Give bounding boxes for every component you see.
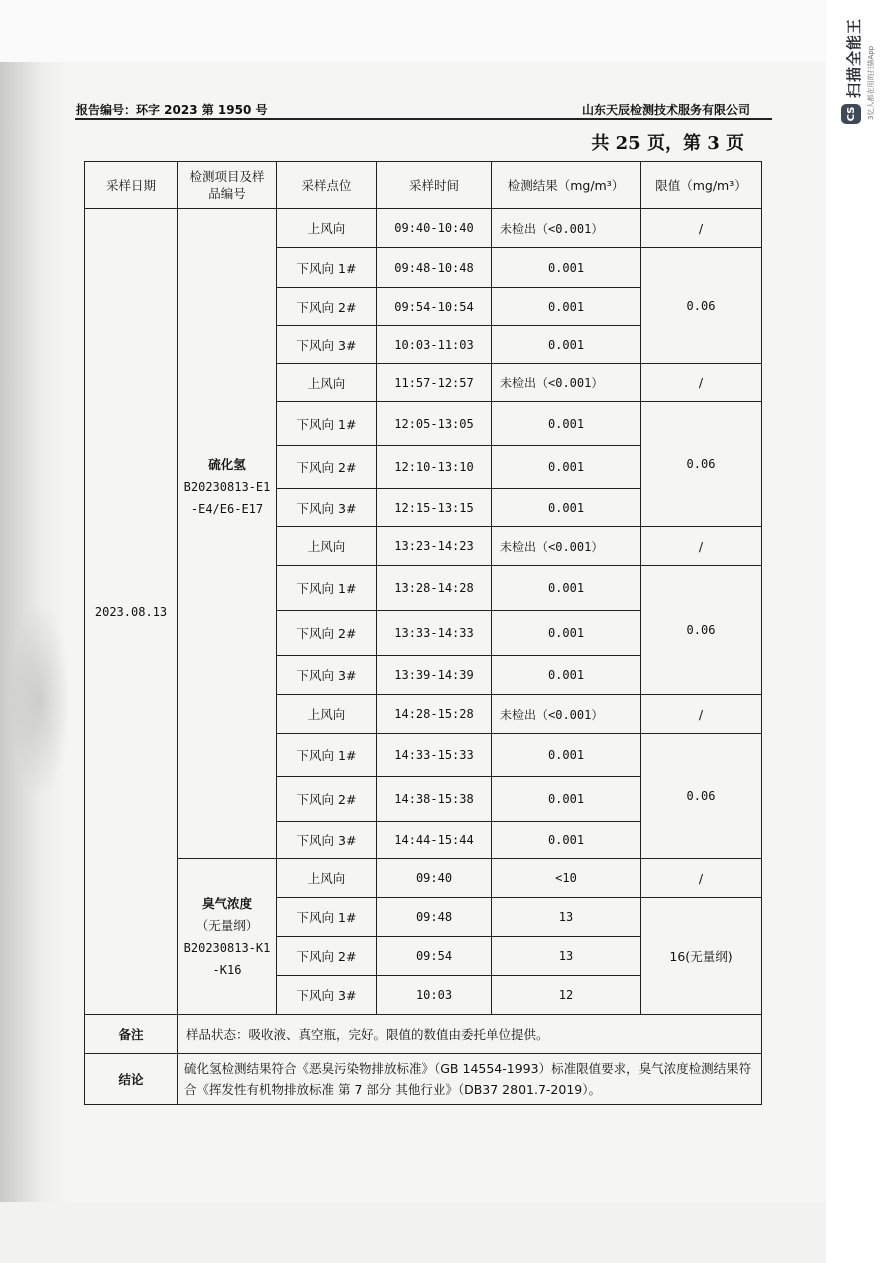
- h2s-code: B20230813-E1-E4/E6-E17: [183, 480, 271, 516]
- conclusion-label: 结论: [85, 1054, 178, 1105]
- sampling-point: 下风向 1#: [277, 248, 377, 288]
- sampling-time: 13:23-14:23: [377, 527, 492, 566]
- remark-text: 样品状态：吸收液、真空瓶，完好。限值的数值由委托单位提供。: [178, 1015, 762, 1054]
- sampling-point: 下风向 3#: [277, 822, 377, 859]
- sampling-point: 下风向 3#: [277, 976, 377, 1015]
- table-header-row: [85, 162, 762, 209]
- test-result: 0.001: [492, 656, 641, 695]
- header-date: 采样日期: [85, 162, 178, 209]
- sampling-time: 13:33-14:33: [377, 611, 492, 656]
- odor-name: 臭气浓度: [201, 895, 252, 911]
- sampling-time: 12:10-13:10: [377, 446, 492, 489]
- sampling-point: 下风向 1#: [277, 898, 377, 937]
- test-result: 0.001: [492, 777, 641, 822]
- limit-value: /: [641, 364, 762, 402]
- test-result: 13: [492, 937, 641, 976]
- test-result: 13: [492, 898, 641, 937]
- table-row: [85, 859, 762, 898]
- test-result: 12: [492, 976, 641, 1015]
- sampling-time: 14:33-15:33: [377, 734, 492, 777]
- header-point: 采样点位: [277, 162, 377, 209]
- limit-value: 0.06: [641, 402, 762, 527]
- scan-top-margin: [0, 0, 892, 62]
- sampling-time: 13:39-14:39: [377, 656, 492, 695]
- sampling-time: 13:28-14:28: [377, 566, 492, 611]
- test-result: 0.001: [492, 611, 641, 656]
- test-result: 0.001: [492, 326, 641, 364]
- sampling-point: 下风向 3#: [277, 326, 377, 364]
- report-number: 报告编号：环字 2023 第 1950 号: [76, 103, 268, 117]
- sampling-time: 09:40: [377, 859, 492, 898]
- sampling-time: 14:28-15:28: [377, 695, 492, 734]
- sample-date: 2023.08.13: [85, 209, 178, 1015]
- header-time: 采样时间: [377, 162, 492, 209]
- page-count: 共 25 页，第 3 页: [591, 133, 744, 154]
- sampling-time: 12:15-13:15: [377, 489, 492, 527]
- sampling-time: 09:48-10:48: [377, 248, 492, 288]
- results-table: [84, 161, 762, 1105]
- sampling-time: 12:05-13:05: [377, 402, 492, 446]
- sampling-point: 下风向 2#: [277, 446, 377, 489]
- sampling-point: 下风向 2#: [277, 611, 377, 656]
- sampling-point: 上风向: [277, 859, 377, 898]
- header-item-label: 检测项目及样品编号: [189, 169, 265, 201]
- sampling-time: 14:38-15:38: [377, 777, 492, 822]
- test-result: 0.001: [492, 446, 641, 489]
- test-result: 0.001: [492, 288, 641, 326]
- limit-value: /: [641, 527, 762, 566]
- sampling-point: 上风向: [277, 209, 377, 248]
- header-limit: 限值（mg/m³）: [641, 162, 762, 209]
- header-rule: [75, 118, 772, 120]
- limit-value: /: [641, 209, 762, 248]
- scan-blot: [10, 600, 70, 800]
- sampling-point: 上风向: [277, 695, 377, 734]
- watermark-app-name: 扫描全能王: [845, 17, 863, 98]
- odor-unit: （无量纲）: [195, 917, 259, 933]
- sampling-time: 09:54-10:54: [377, 288, 492, 326]
- sampling-time: 10:03-11:03: [377, 326, 492, 364]
- test-result: 未检出（<0.001）: [492, 527, 641, 566]
- h2s-name: 硫化氢: [208, 457, 246, 472]
- company-name: 山东天辰检测技术服务有限公司: [581, 103, 750, 117]
- sampling-point: 下风向 1#: [277, 734, 377, 777]
- remark-row: [85, 1015, 762, 1054]
- sampling-time: 09:40-10:40: [377, 209, 492, 248]
- sampling-point: 下风向 2#: [277, 937, 377, 976]
- odor-item-cell: [178, 859, 277, 1015]
- sampling-time: 09:54: [377, 937, 492, 976]
- sampling-point: 下风向 1#: [277, 566, 377, 611]
- header-result: 检测结果（mg/m³）: [492, 162, 641, 209]
- limit-value: 0.06: [641, 566, 762, 695]
- test-result: <10: [492, 859, 641, 898]
- limit-value: 0.06: [641, 248, 762, 364]
- sampling-time: 14:44-15:44: [377, 822, 492, 859]
- table-row: [85, 209, 762, 248]
- limit-value: 0.06: [641, 734, 762, 859]
- test-result: 0.001: [492, 402, 641, 446]
- sampling-time: 10:03: [377, 976, 492, 1015]
- limit-value: /: [641, 695, 762, 734]
- test-result: 未检出（<0.001）: [492, 695, 641, 734]
- watermark-app-tagline: 3亿人都在用的扫描App: [867, 45, 875, 120]
- conclusion-text: 硫化氢检测结果符合《恶臭污染物排放标准》（GB 14554-1993）标准限值要求，臭气浓度检测结果符合《挥发性有机物排放标准 第 7 部分 其他行业》（DB37 2801.7-2019）。: [178, 1054, 762, 1105]
- test-result: 0.001: [492, 822, 641, 859]
- limit-value: /: [641, 859, 762, 898]
- test-result: 未检出（<0.001）: [492, 209, 641, 248]
- odor-code: B20230813-K1-K16: [183, 940, 271, 977]
- sampling-point: 下风向 3#: [277, 656, 377, 695]
- sampling-point: 下风向 1#: [277, 402, 377, 446]
- sampling-point: 上风向: [277, 364, 377, 402]
- test-result: 0.001: [492, 489, 641, 527]
- camscanner-logo-icon: CS: [841, 104, 861, 124]
- header-item: [178, 162, 277, 209]
- test-result: 未检出（<0.001）: [492, 364, 641, 402]
- conclusion-row: [85, 1054, 762, 1105]
- sampling-point: 下风向 3#: [277, 489, 377, 527]
- remark-label: 备注: [85, 1015, 178, 1054]
- test-result: 0.001: [492, 248, 641, 288]
- sampling-time: 09:48: [377, 898, 492, 937]
- sampling-time: 11:57-12:57: [377, 364, 492, 402]
- test-result: 0.001: [492, 566, 641, 611]
- h2s-item-cell: [178, 209, 277, 859]
- sampling-point: 上风向: [277, 527, 377, 566]
- sampling-point: 下风向 2#: [277, 777, 377, 822]
- sampling-point: 下风向 2#: [277, 288, 377, 326]
- test-result: 0.001: [492, 734, 641, 777]
- limit-value: 16(无量纲): [641, 898, 762, 1015]
- watermark-strip: [826, 0, 892, 1263]
